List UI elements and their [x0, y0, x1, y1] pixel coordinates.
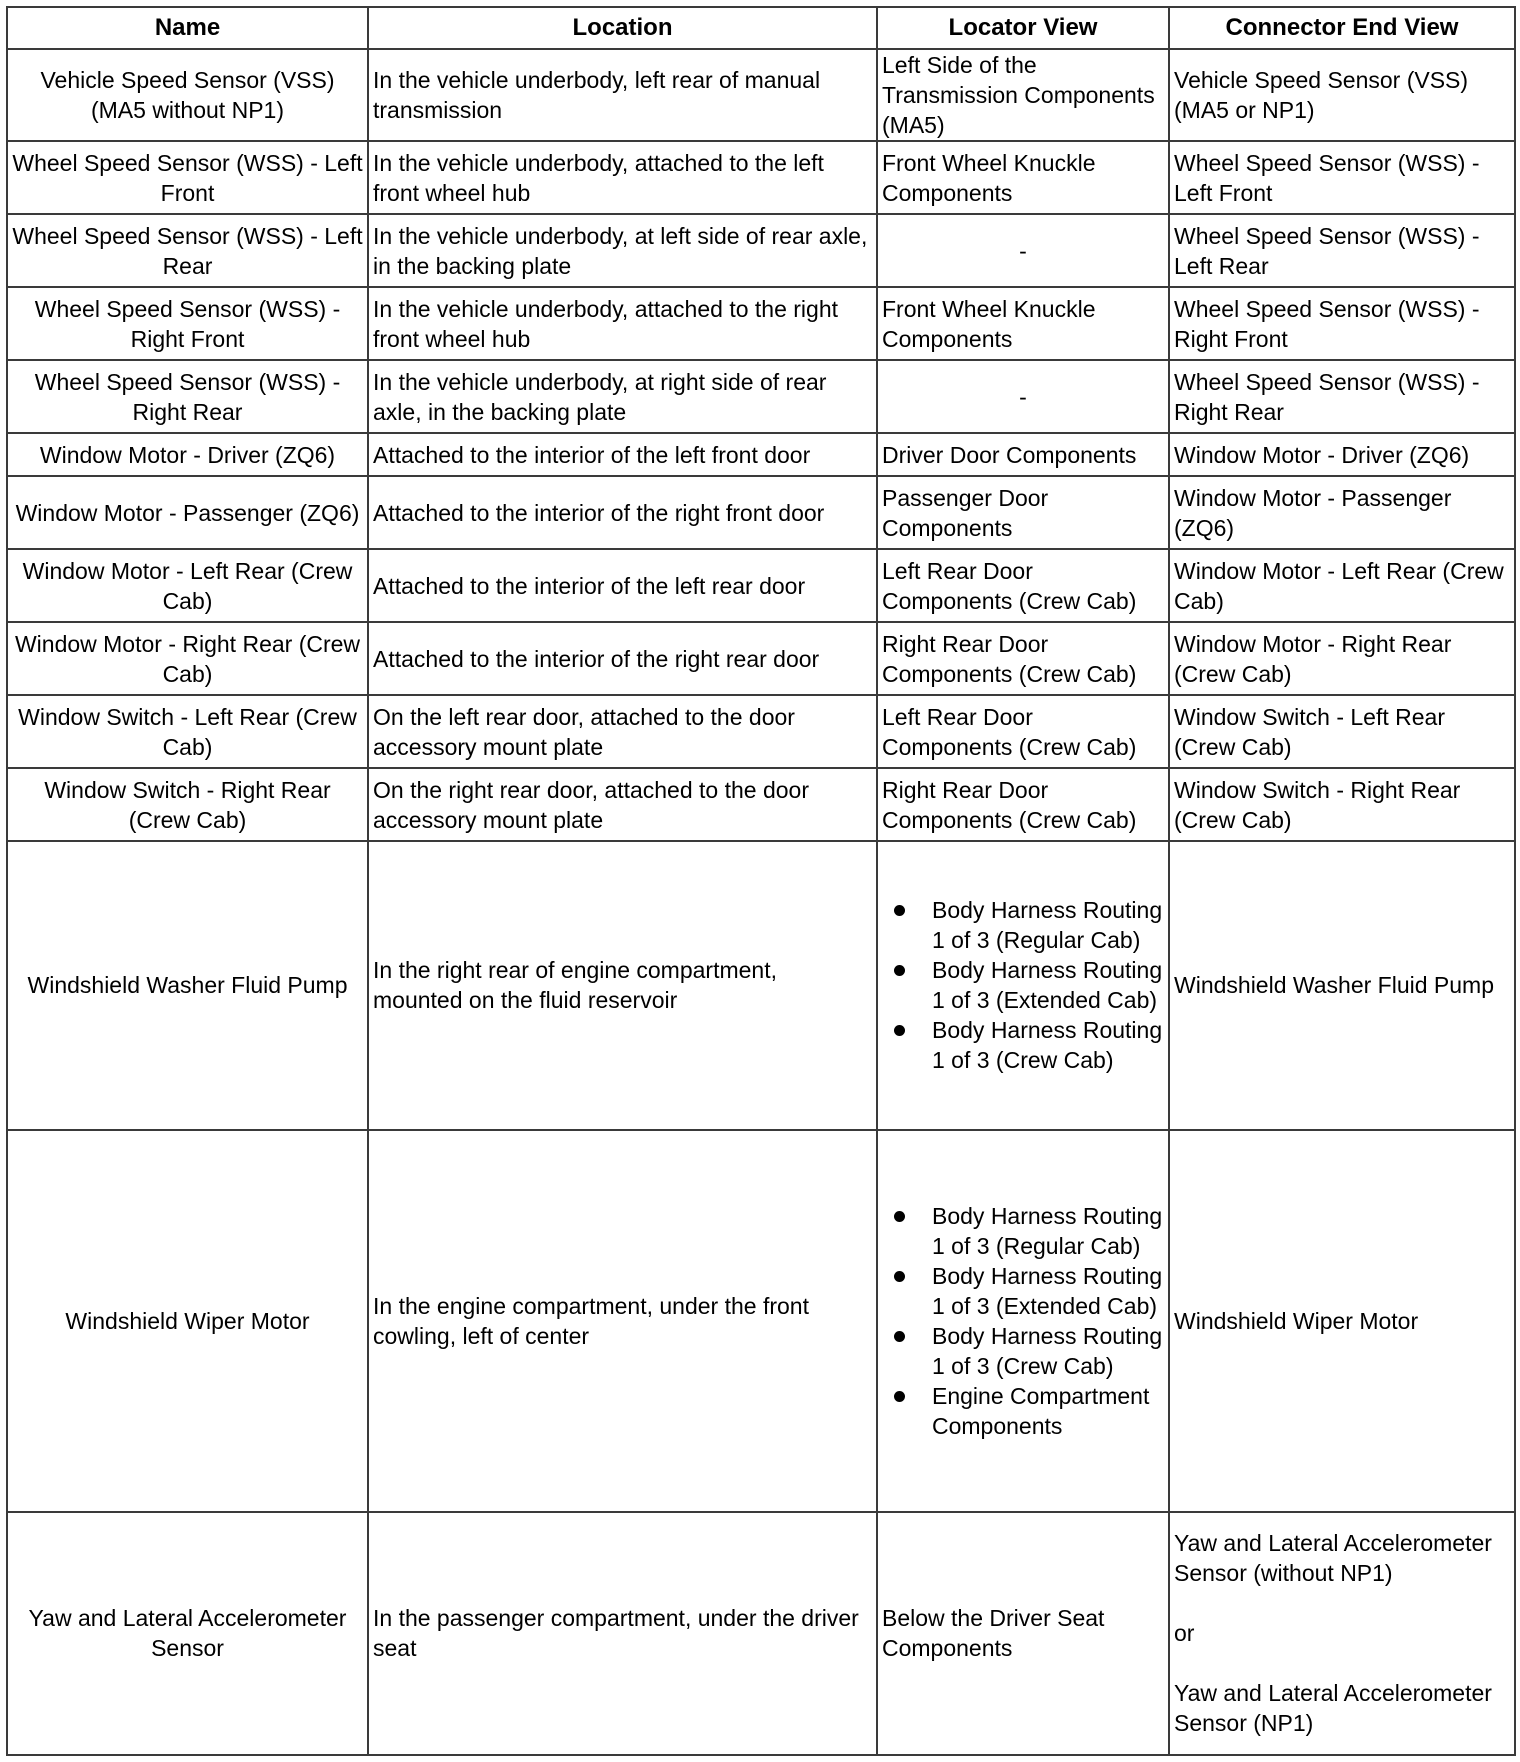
table-row	[7, 214, 1515, 287]
connector-view-option: Yaw and Lateral Accelerometer Sensor (NP1)	[1174, 1680, 1492, 1737]
table-row	[7, 1130, 1515, 1512]
connector-view-separator: or	[1174, 1620, 1195, 1647]
header-location: Location	[368, 7, 877, 49]
locator-view-list	[882, 895, 1164, 1075]
header-name: Name	[7, 7, 368, 49]
cell-connector-end-view: Window Motor - Left Rear (Crew Cab)	[1169, 549, 1515, 622]
cell-location: In the vehicle underbody, at right side of rear axle, in the backing plate	[368, 360, 877, 433]
locator-view-list	[882, 1201, 1164, 1441]
cell-locator-view: Right Rear Door Components (Crew Cab)	[877, 768, 1169, 841]
cell-name: Windshield Wiper Motor	[7, 1130, 368, 1512]
cell-connector-end-view: Window Motor - Right Rear (Crew Cab)	[1169, 622, 1515, 695]
cell-location: On the left rear door, attached to the door accessory mount plate	[368, 695, 877, 768]
cell-name: Vehicle Speed Sensor (VSS) (MA5 without NP1)	[7, 49, 368, 141]
cell-location: In the vehicle underbody, left rear of manual transmission	[368, 49, 877, 141]
list-item: Body Harness Routing 1 of 3 (Crew Cab)	[932, 1017, 1163, 1074]
list-item: Body Harness Routing 1 of 3 (Regular Cab)	[932, 1202, 1163, 1259]
header-locator-view: Locator View	[877, 7, 1169, 49]
cell-location: In the vehicle underbody, attached to the right front wheel hub	[368, 287, 877, 360]
list-item: Body Harness Routing 1 of 3 (Crew Cab)	[932, 1322, 1163, 1379]
cell-locator-view: Left Rear Door Components (Crew Cab)	[877, 549, 1169, 622]
cell-locator-view: Left Rear Door Components (Crew Cab)	[877, 695, 1169, 768]
cell-name: Window Motor - Passenger (ZQ6)	[7, 476, 368, 549]
cell-connector-end-view: Wheel Speed Sensor (WSS) - Right Front	[1169, 287, 1515, 360]
cell-connector-end-view: Window Switch - Right Rear (Crew Cab)	[1169, 768, 1515, 841]
cell-location: In the right rear of engine compartment, mounted on the fluid reservoir	[368, 841, 877, 1129]
cell-connector-end-view: Window Motor - Passenger (ZQ6)	[1169, 476, 1515, 549]
cell-location: In the vehicle underbody, attached to the left front wheel hub	[368, 141, 877, 214]
cell-name: Windshield Washer Fluid Pump	[7, 841, 368, 1129]
cell-location: In the passenger compartment, under the driver seat	[368, 1512, 877, 1755]
component-locator-table	[6, 6, 1516, 1756]
table-row	[7, 433, 1515, 476]
cell-locator-view: Driver Door Components	[877, 433, 1169, 476]
table-row	[7, 841, 1515, 1129]
cell-connector-end-view: Vehicle Speed Sensor (VSS) (MA5 or NP1)	[1169, 49, 1515, 141]
cell-name: Window Motor - Left Rear (Crew Cab)	[7, 549, 368, 622]
cell-location: In the vehicle underbody, at left side of rear axle, in the backing plate	[368, 214, 877, 287]
cell-locator-view: -	[877, 214, 1169, 287]
cell-locator-view: Front Wheel Knuckle Components	[877, 141, 1169, 214]
header-connector-end-view: Connector End View	[1169, 7, 1515, 49]
cell-connector-end-view: Window Switch - Left Rear (Crew Cab)	[1169, 695, 1515, 768]
cell-location: Attached to the interior of the left rear door	[368, 549, 877, 622]
table-row	[7, 1512, 1515, 1755]
connector-view-option: Yaw and Lateral Accelerometer Sensor (without NP1)	[1174, 1530, 1492, 1587]
cell-name: Wheel Speed Sensor (WSS) - Left Rear	[7, 214, 368, 287]
cell-locator-view	[877, 841, 1169, 1129]
cell-location: Attached to the interior of the left front door	[368, 433, 877, 476]
cell-location: On the right rear door, attached to the door accessory mount plate	[368, 768, 877, 841]
list-item: Body Harness Routing 1 of 3 (Extended Cab)	[932, 1262, 1163, 1319]
cell-location: Attached to the interior of the right front door	[368, 476, 877, 549]
table-row	[7, 768, 1515, 841]
cell-name: Wheel Speed Sensor (WSS) - Right Front	[7, 287, 368, 360]
cell-name: Window Motor - Driver (ZQ6)	[7, 433, 368, 476]
cell-name: Window Switch - Left Rear (Crew Cab)	[7, 695, 368, 768]
table-row	[7, 141, 1515, 214]
list-item: Body Harness Routing 1 of 3 (Regular Cab)	[932, 897, 1163, 954]
table-row	[7, 49, 1515, 141]
spacer	[1174, 1648, 1510, 1678]
cell-connector-end-view: Wheel Speed Sensor (WSS) - Right Rear	[1169, 360, 1515, 433]
cell-name: Yaw and Lateral Accelerometer Sensor	[7, 1512, 368, 1755]
cell-name: Wheel Speed Sensor (WSS) - Right Rear	[7, 360, 368, 433]
cell-locator-view: Passenger Door Components	[877, 476, 1169, 549]
spacer	[1174, 1588, 1510, 1618]
cell-connector-end-view: Windshield Washer Fluid Pump	[1169, 841, 1515, 1129]
cell-locator-view: Left Side of the Transmission Components (MA5)	[877, 49, 1169, 141]
table-row	[7, 287, 1515, 360]
cell-connector-end-view: Windshield Wiper Motor	[1169, 1130, 1515, 1512]
cell-connector-end-view: Wheel Speed Sensor (WSS) - Left Front	[1169, 141, 1515, 214]
table-row	[7, 695, 1515, 768]
cell-location: Attached to the interior of the right rear door	[368, 622, 877, 695]
table-row	[7, 360, 1515, 433]
cell-name: Window Motor - Right Rear (Crew Cab)	[7, 622, 368, 695]
list-item: Engine Compartment Components	[932, 1381, 1164, 1441]
table-row	[7, 549, 1515, 622]
list-item: Body Harness Routing 1 of 3 (Extended Cab)	[932, 957, 1163, 1014]
cell-locator-view	[877, 1130, 1169, 1512]
cell-locator-view: Below the Driver Seat Components	[877, 1512, 1169, 1755]
cell-connector-end-view	[1169, 1512, 1515, 1755]
cell-connector-end-view: Window Motor - Driver (ZQ6)	[1169, 433, 1515, 476]
table-row	[7, 622, 1515, 695]
cell-name: Window Switch - Right Rear (Crew Cab)	[7, 768, 368, 841]
cell-locator-view: Right Rear Door Components (Crew Cab)	[877, 622, 1169, 695]
cell-connector-end-view: Wheel Speed Sensor (WSS) - Left Rear	[1169, 214, 1515, 287]
cell-name: Wheel Speed Sensor (WSS) - Left Front	[7, 141, 368, 214]
cell-location: In the engine compartment, under the front cowling, left of center	[368, 1130, 877, 1512]
table-row	[7, 476, 1515, 549]
cell-locator-view: -	[877, 360, 1169, 433]
table-header-row	[7, 7, 1515, 49]
cell-locator-view: Front Wheel Knuckle Components	[877, 287, 1169, 360]
